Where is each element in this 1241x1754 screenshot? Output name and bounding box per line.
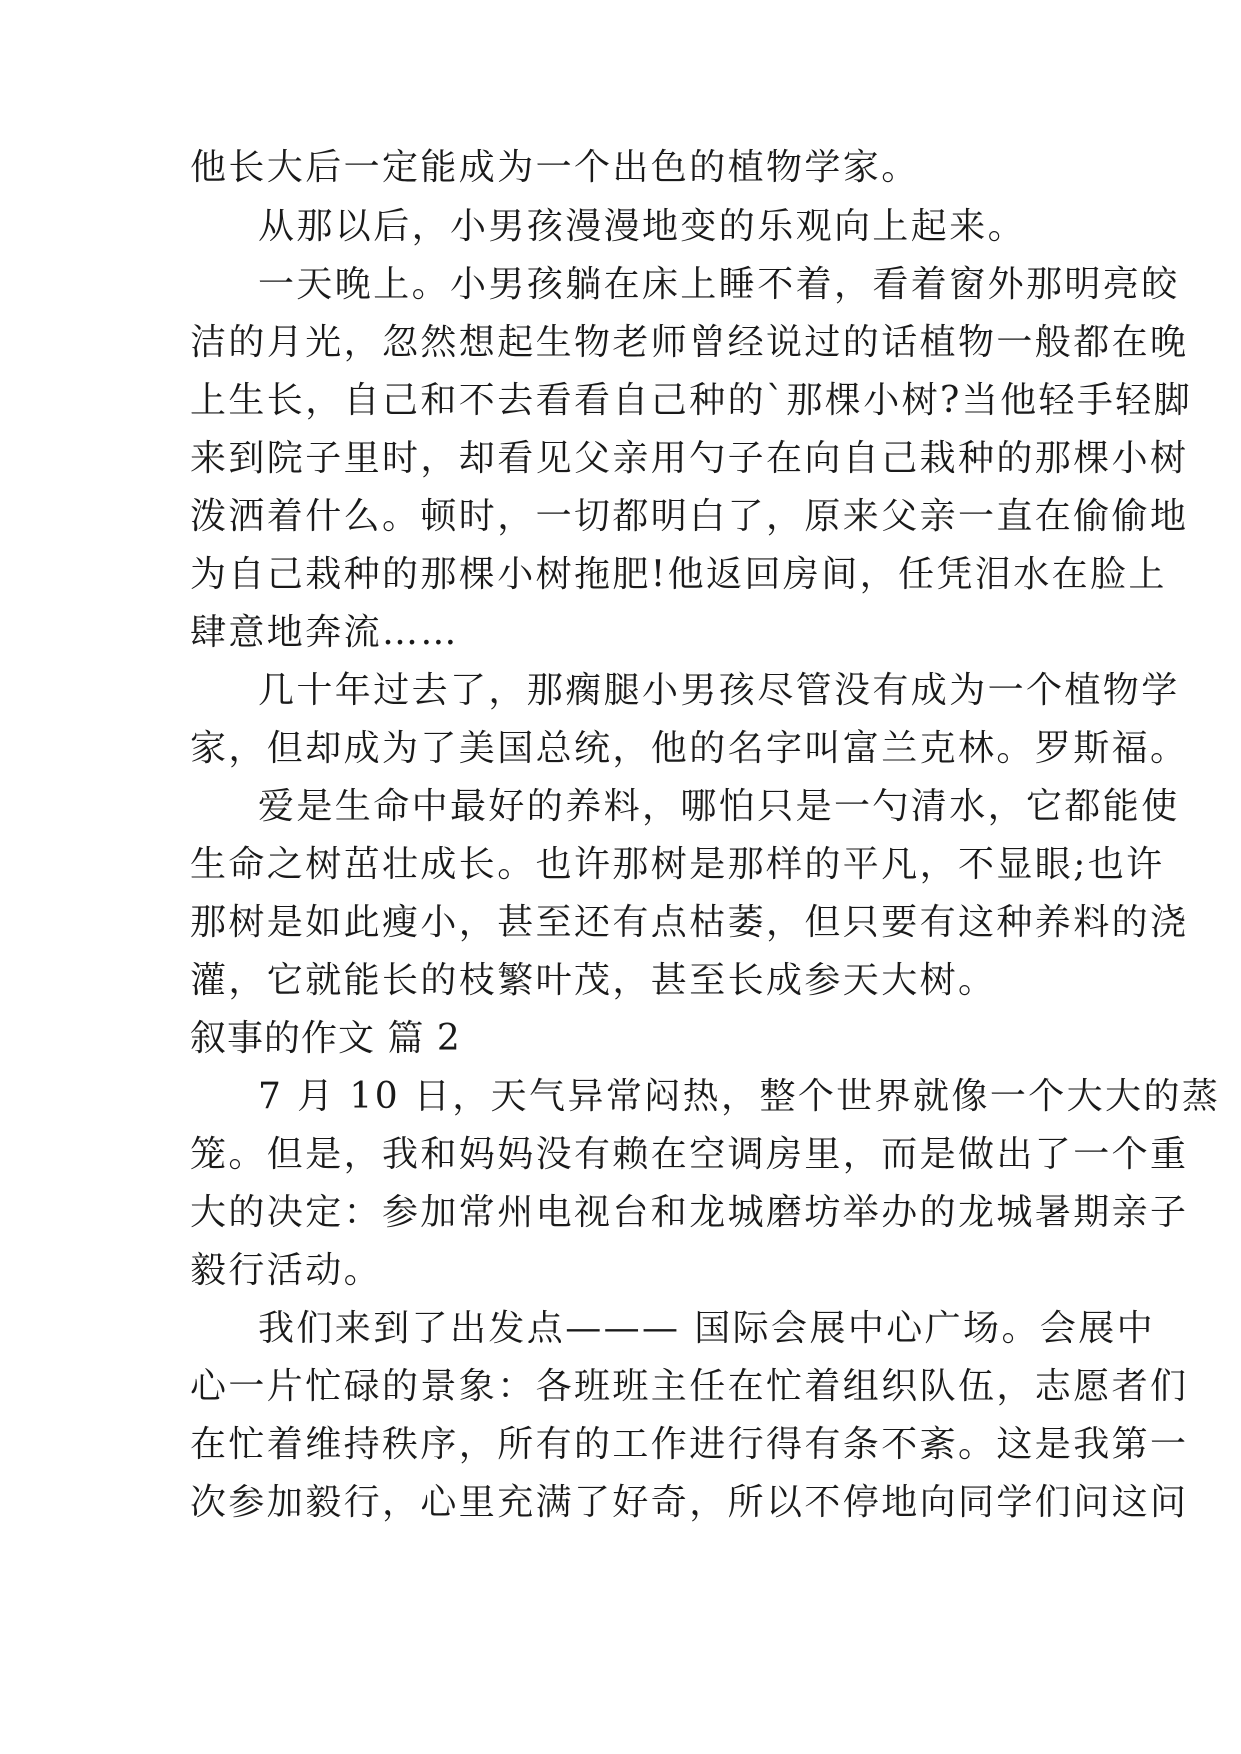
text-line: 他长大后一定能成为一个出色的植物学家。 xyxy=(190,147,920,188)
text-line: 毅行活动。 xyxy=(190,1250,383,1291)
text-line: 次参加毅行，心里充满了好奇，所以不停地向同学们问这问 xyxy=(190,1482,1189,1523)
text-line: 几十年过去了，那瘸腿小男孩尽管没有成为一个植物学 xyxy=(258,670,1180,711)
text-line: 7 月 10 日，天气异常闷热，整个世界就像一个大大的蒸 xyxy=(258,1076,1221,1117)
text-line: 心一片忙碌的景象：各班班主任在忙着组织队伍，志愿者们 xyxy=(190,1366,1189,1407)
text-line: 泼洒着什么。顿时，一切都明白了，原来父亲一直在偷偷地 xyxy=(190,496,1189,537)
text-line: 大的决定：参加常州电视台和龙城磨坊举办的龙城暑期亲子 xyxy=(190,1192,1189,1233)
text-line: 笼。但是，我和妈妈没有赖在空调房里，而是做出了一个重 xyxy=(190,1134,1189,1175)
text-line: 生命之树茁壮成长。也许那树是那样的平凡，不显眼;也许 xyxy=(190,844,1165,885)
text-line: 灌，它就能长的枝繁叶茂，甚至长成参天大树。 xyxy=(190,960,997,1001)
text-line: 肆意地奔流…… xyxy=(190,612,459,653)
text-line: 家，但却成为了美国总统，他的名字叫富兰克林。罗斯福。 xyxy=(190,728,1189,769)
text-line: 在忙着维持秩序，所有的工作进行得有条不紊。这是我第一 xyxy=(190,1424,1189,1465)
text-line: 那树是如此瘦小，甚至还有点枯萎，但只要有这种养料的浇 xyxy=(190,902,1189,943)
text-line: 为自己栽种的那棵小树拖肥!他返回房间，任凭泪水在脸上 xyxy=(190,554,1167,595)
section-heading: 叙事的作文 篇 2 xyxy=(190,1018,461,1059)
text-line: 爱是生命中最好的养料，哪怕只是一勺清水，它都能使 xyxy=(258,786,1180,827)
text-line: 从那以后，小男孩漫漫地变的乐观向上起来。 xyxy=(258,206,1027,247)
text-line: 一天晚上。小男孩躺在床上睡不着，看着窗外那明亮皎 xyxy=(258,264,1180,305)
text-line: 洁的月光，忽然想起生物老师曾经说过的话植物一般都在晚 xyxy=(190,322,1189,363)
text-line: 上生长，自己和不去看看自己种的`那棵小树?当他轻手轻脚 xyxy=(190,380,1193,421)
text-line: 我们来到了出发点——— 国际会展中心广场。会展中 xyxy=(258,1308,1156,1349)
text-line: 来到院子里时，却看见父亲用勺子在向自己栽种的那棵小树 xyxy=(190,438,1189,479)
